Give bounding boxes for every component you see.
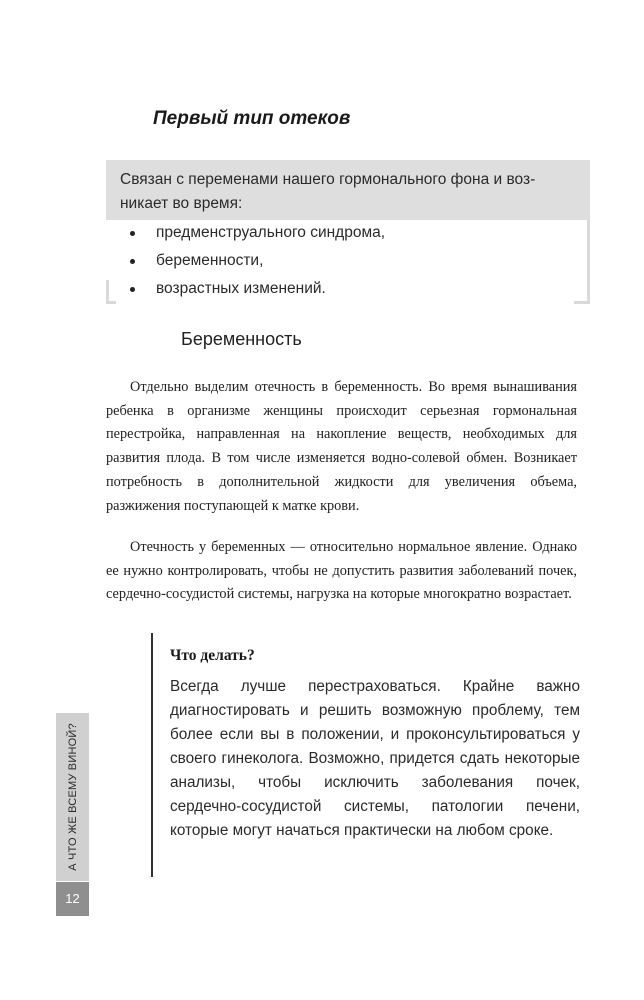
- running-head: А ЧТО ЖЕ ВСЕМУ ВИНОЙ?: [66, 723, 79, 871]
- paragraph: Отечность у беременных — относительно нормальное явление. Однако ее нужно контролировать, чтобы не допустить развития заболеваний почек, сердечно-сосудистой системы, нагрузка на которые многократно возрастает.: [106, 539, 577, 603]
- paragraph: Отдельно выделим отечность в беременность. Во время вынашивания ребенка в организме женщины происходит серьезная гормональная перестройка, направленная на накопление веществ, необходимых для развития плода. В том числе изменяется водно-солевой обмен. Возникает потребность в дополнительной жидкости для увеличения объема, разжижения поступающей к матке крови.: [106, 379, 577, 514]
- callout-list: [106, 220, 576, 304]
- callout-frame-right: [574, 220, 590, 304]
- callout-intro: Связан с переменами нашего гормонального фона и воз-никает во время:: [106, 160, 590, 220]
- running-head-tab: [56, 713, 89, 881]
- page-number: 12: [56, 882, 89, 916]
- list-item: беременности,: [106, 248, 576, 276]
- list-item: возрастных изменений.: [106, 276, 576, 304]
- aside-rule: [151, 633, 153, 877]
- subsection-title: Беременность: [181, 329, 302, 349]
- aside-title: Что делать?: [170, 647, 255, 664]
- section-title: Первый тип отеков: [153, 108, 351, 129]
- aside-body: Всегда лучше перестраховаться. Крайне важно диагностировать и решить возможную проблему, тем более если вы в положении, и проконсультироваться у своего гинеколога. Возможно, придется сдать некоторые анализы, чтобы исключить заболевания почек, сердечно-сосудистой системы, патологии печени, которые могут начаться практически на любом сроке.: [170, 678, 580, 839]
- list-item: предменструального синдрома,: [106, 220, 576, 248]
- callout-frame-left: [106, 280, 116, 304]
